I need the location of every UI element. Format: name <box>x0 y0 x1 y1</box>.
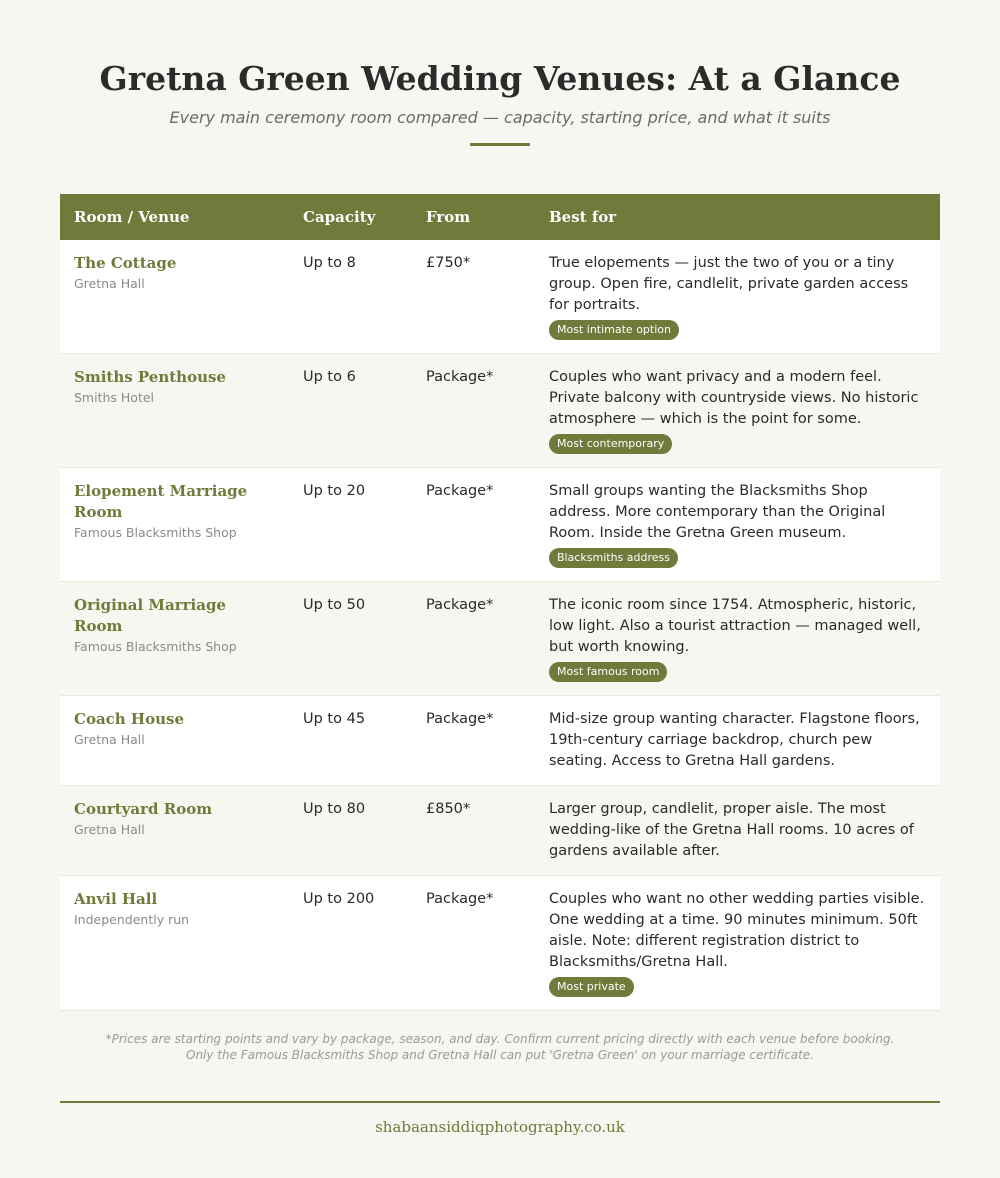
best-for-cell <box>535 786 940 876</box>
column-header-room: Room / Venue <box>60 194 289 240</box>
best-for-cell <box>535 354 940 468</box>
table-row <box>60 354 940 468</box>
price-cell: £850* <box>412 786 535 876</box>
table-row <box>60 876 940 1011</box>
room-cell <box>60 354 289 468</box>
capacity-cell: Up to 200 <box>289 876 412 1011</box>
room-venue: Gretna Hall <box>74 732 145 747</box>
best-for-text: Small groups wanting the Blacksmiths Shop address. More contemporary than the Original Room. Inside the Gretna Green museum. <box>549 483 886 541</box>
room-cell <box>60 786 289 876</box>
capacity-cell: Up to 6 <box>289 354 412 468</box>
title-divider <box>470 143 530 146</box>
best-for-cell <box>535 240 940 354</box>
pricing-footnote <box>60 1031 940 1063</box>
room-cell <box>60 876 289 1011</box>
price-cell: Package* <box>412 468 535 582</box>
capacity-cell: Up to 8 <box>289 240 412 354</box>
price-cell: Package* <box>412 354 535 468</box>
capacity-cell: Up to 50 <box>289 582 412 696</box>
best-for-text: Mid-size group wanting character. Flagstone floors, 19th-century carriage backdrop, church pew seating. Access to Gretna Hall gardens. <box>549 711 920 769</box>
room-name: The Cottage <box>74 254 177 272</box>
room-name: Coach House <box>74 710 184 728</box>
best-for-cell <box>535 582 940 696</box>
price-cell: Package* <box>412 582 535 696</box>
column-header-best-for: Best for <box>535 194 940 240</box>
column-header-price: From <box>412 194 535 240</box>
capacity-cell: Up to 45 <box>289 696 412 786</box>
best-for-cell <box>535 468 940 582</box>
price-cell: Package* <box>412 876 535 1011</box>
room-venue: Famous Blacksmiths Shop <box>74 525 237 540</box>
room-name: Original Marriage Room <box>74 596 226 635</box>
table-row <box>60 582 940 696</box>
best-for-text: Couples who want no other wedding parties visible. One wedding at a time. 90 minutes minimum. 50ft aisle. Note: different registration district to Blacksmiths/Gretna Hall. <box>549 891 925 970</box>
best-for-text: True elopements — just the two of you or a tiny group. Open fire, candlelit, private garden access for portraits. <box>549 255 909 313</box>
room-cell <box>60 696 289 786</box>
highlight-badge: Most private <box>549 977 634 997</box>
highlight-badge: Most intimate option <box>549 320 679 340</box>
room-cell <box>60 582 289 696</box>
best-for-text: Couples who want privacy and a modern feel. Private balcony with countryside views. No historic atmosphere — which is the point for some. <box>549 369 919 427</box>
best-for-text: The iconic room since 1754. Atmospheric, historic, low light. Also a tourist attraction — managed well, but worth knowing. <box>549 597 921 655</box>
venue-comparison-table <box>60 194 940 1011</box>
room-venue: Gretna Hall <box>74 276 145 291</box>
table-row <box>60 696 940 786</box>
best-for-cell <box>535 876 940 1011</box>
footer-divider <box>60 1101 940 1103</box>
room-venue: Smiths Hotel <box>74 390 155 405</box>
footer-site-link[interactable]: shabaansiddiqphotography.co.uk <box>375 1118 625 1136</box>
table-row <box>60 468 940 582</box>
room-venue: Famous Blacksmiths Shop <box>74 639 237 654</box>
room-venue: Gretna Hall <box>74 822 145 837</box>
page-header <box>0 0 1000 146</box>
room-name: Elopement Marriage Room <box>74 482 248 521</box>
best-for-text: Larger group, candlelit, proper aisle. The most wedding-like of the Gretna Hall rooms. 10 acres of gardens available after. <box>549 801 914 859</box>
highlight-badge: Blacksmiths address <box>549 548 678 568</box>
footnote-line-prices: *Prices are starting points and vary by package, season, and day. Confirm current pricing directly with each venue before booking. <box>105 1032 895 1046</box>
price-cell: Package* <box>412 696 535 786</box>
room-cell <box>60 240 289 354</box>
table-header-row <box>60 194 940 240</box>
footnote-line-certificate: Only the Famous Blacksmiths Shop and Gretna Hall can put 'Gretna Green' on your marriage certificate. <box>186 1048 814 1062</box>
room-cell <box>60 468 289 582</box>
table-row <box>60 786 940 876</box>
room-name: Courtyard Room <box>74 800 213 818</box>
room-name: Anvil Hall <box>74 890 158 908</box>
highlight-badge: Most famous room <box>549 662 667 682</box>
room-name: Smiths Penthouse <box>74 368 226 386</box>
capacity-cell: Up to 80 <box>289 786 412 876</box>
highlight-badge: Most contemporary <box>549 434 672 454</box>
column-header-capacity: Capacity <box>289 194 412 240</box>
table-row <box>60 240 940 354</box>
page-subtitle: Every main ceremony room compared — capacity, starting price, and what it suits <box>169 108 831 127</box>
price-cell: £750* <box>412 240 535 354</box>
best-for-cell <box>535 696 940 786</box>
page-title: Gretna Green Wedding Venues: At a Glance <box>99 59 901 98</box>
capacity-cell: Up to 20 <box>289 468 412 582</box>
room-venue: Independently run <box>74 912 190 927</box>
